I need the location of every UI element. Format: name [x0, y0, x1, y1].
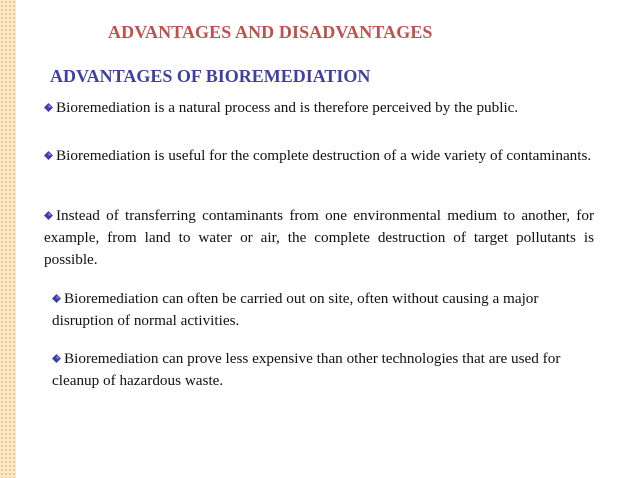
bullet-point-3: [44, 205, 594, 271]
bullet-point-2: [44, 145, 594, 167]
slide-title: ADVANTAGES AND DISADVANTAGES: [108, 22, 433, 42]
bullet-text: Bioremediation is useful for the complete destruction of a wide variety of contaminants.: [56, 147, 592, 164]
decorative-side-band: [0, 0, 16, 478]
diamond-bullet-icon: [52, 354, 61, 363]
bullet-text: Instead of transferring contaminants from one environmental medium to another, for example, from land to water or air, the complete destruction of target pollutants is possible.: [44, 207, 594, 268]
diamond-bullet-icon: [52, 294, 61, 303]
slide-subtitle: ADVANTAGES OF BIOREMEDIATION: [50, 66, 371, 86]
bullet-text: Bioremediation is a natural process and is therefore perceived by the public.: [56, 99, 519, 116]
bullet-point-4: [52, 288, 582, 332]
bullet-text: Bioremediation can prove less expensive than other technologies that are used for cleanup of hazardous waste.: [52, 350, 561, 389]
diamond-bullet-icon: [44, 211, 53, 220]
bullet-text: Bioremediation can often be carried out on site, often without causing a major disruption of normal activities.: [52, 290, 539, 329]
diamond-bullet-icon: [44, 103, 53, 112]
diamond-bullet-icon: [44, 151, 53, 160]
bullet-point-5: [52, 348, 592, 392]
bullet-point-1: [44, 97, 604, 119]
